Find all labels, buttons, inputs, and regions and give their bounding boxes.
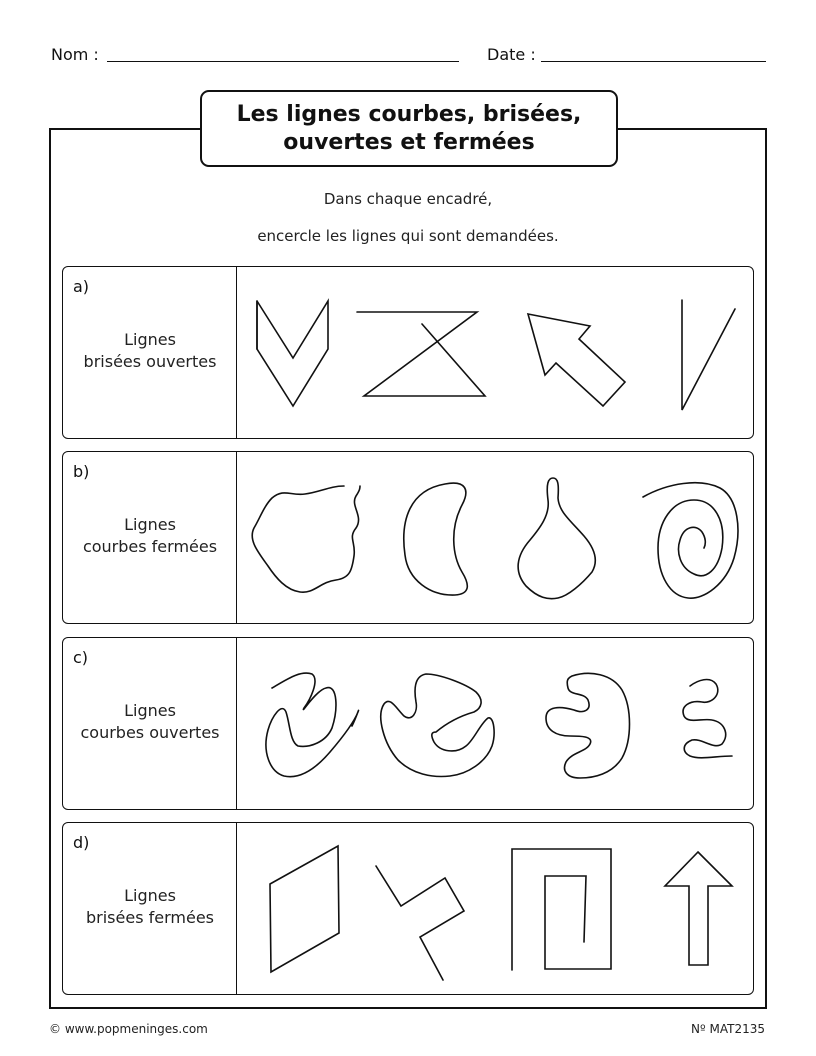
exercise-letter: c) [73, 648, 89, 667]
date-label: Date : [487, 45, 536, 64]
exercise-instruction [63, 885, 237, 929]
label-line-2: brisées fermées [85, 908, 214, 927]
date-field[interactable] [541, 61, 766, 62]
exercise-b [62, 451, 754, 624]
exercise-b-label-cell [63, 452, 237, 623]
copyright-text: © www.popmeninges.com [49, 1022, 208, 1036]
exercise-a-label-cell [63, 267, 237, 438]
exercise-d-label-cell [63, 823, 237, 994]
exercise-c-label-cell [63, 638, 237, 809]
worksheet-title [200, 90, 618, 167]
label-line-1: Lignes [124, 701, 176, 720]
exercise-instruction [63, 514, 237, 558]
label-line-1: Lignes [124, 330, 176, 349]
exercise-instruction [63, 700, 237, 744]
exercise-letter: d) [73, 833, 90, 852]
label-line-2: courbes ouvertes [80, 723, 220, 742]
exercise-c [62, 637, 754, 810]
label-line-1: Lignes [124, 886, 176, 905]
exercise-letter: b) [73, 462, 90, 481]
exercise-d [62, 822, 754, 995]
exercise-a [62, 266, 754, 439]
label-line-2: brisées ouvertes [83, 352, 217, 371]
label-line-1: Lignes [124, 515, 176, 534]
instruction-line-1: Dans chaque encadré, [323, 190, 493, 208]
title-line-1: Les lignes courbes, brisées, [236, 101, 582, 127]
exercise-letter: a) [73, 277, 90, 296]
label-line-2: courbes fermées [82, 537, 218, 556]
exercise-instruction [63, 329, 237, 373]
worksheet-code: Nº MAT2135 [691, 1022, 765, 1036]
name-field[interactable] [107, 61, 459, 62]
instruction-line-2: encercle les lignes qui sont demandées. [257, 227, 559, 245]
title-line-2: ouvertes et fermées [283, 129, 535, 155]
name-label: Nom : [51, 45, 99, 64]
